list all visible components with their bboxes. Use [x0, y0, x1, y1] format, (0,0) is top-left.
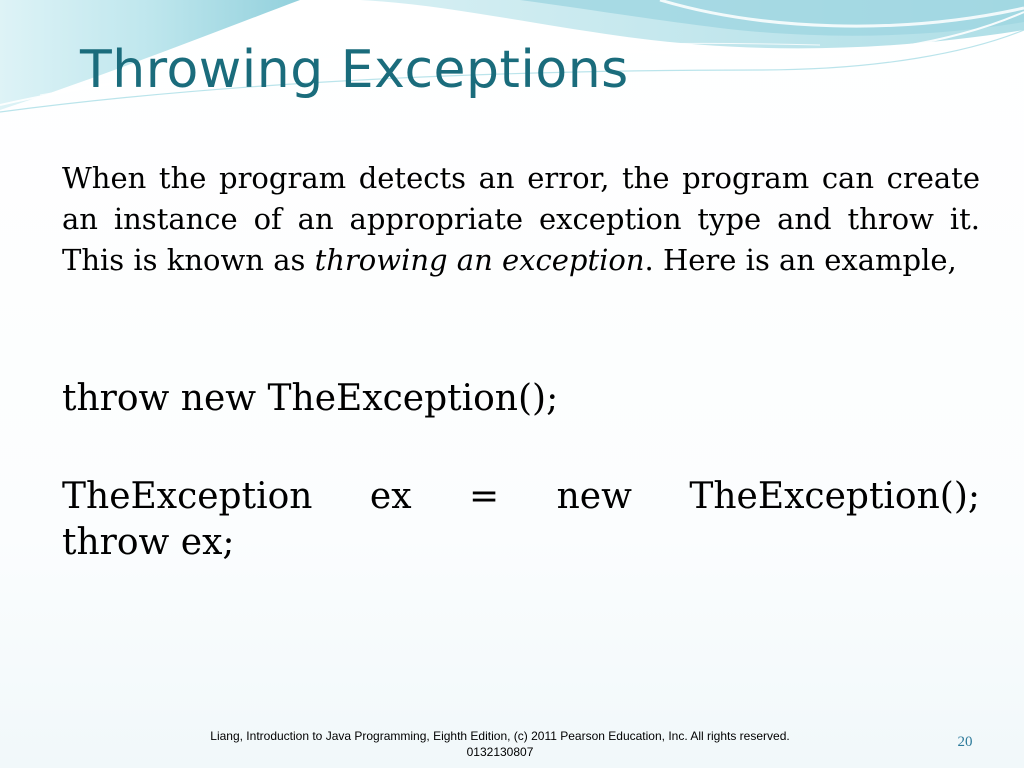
code-token: new — [556, 476, 632, 517]
code-token: TheException(); — [689, 476, 980, 517]
code-block-throw-variable — [62, 474, 980, 566]
paragraph-emphasis: throwing an exception — [314, 243, 645, 277]
code-token: TheException — [62, 476, 313, 517]
copyright-footer: Liang, Introduction to Java Programming, Eighth Edition, (c) 2011 Pearson Education, Inc. All rights reserved. 0132130807 — [210, 729, 790, 759]
code-line-throw-ex: throw ex; — [62, 522, 235, 563]
body-paragraph — [62, 158, 980, 281]
code-line-declaration — [62, 474, 980, 520]
slide-title: Throwing Exceptions — [80, 40, 629, 100]
code-token: = — [468, 476, 500, 517]
paragraph-text-after: . Here is an example, — [644, 243, 957, 277]
paragraph-text-before: When the program detects an error, the program can create an instance of an appropriate exception type and throw it. This is known as — [62, 161, 980, 277]
code-line-throw-new: throw new TheException(); — [62, 378, 559, 419]
code-token: ex — [369, 476, 412, 517]
page-number: 20 — [957, 734, 973, 750]
